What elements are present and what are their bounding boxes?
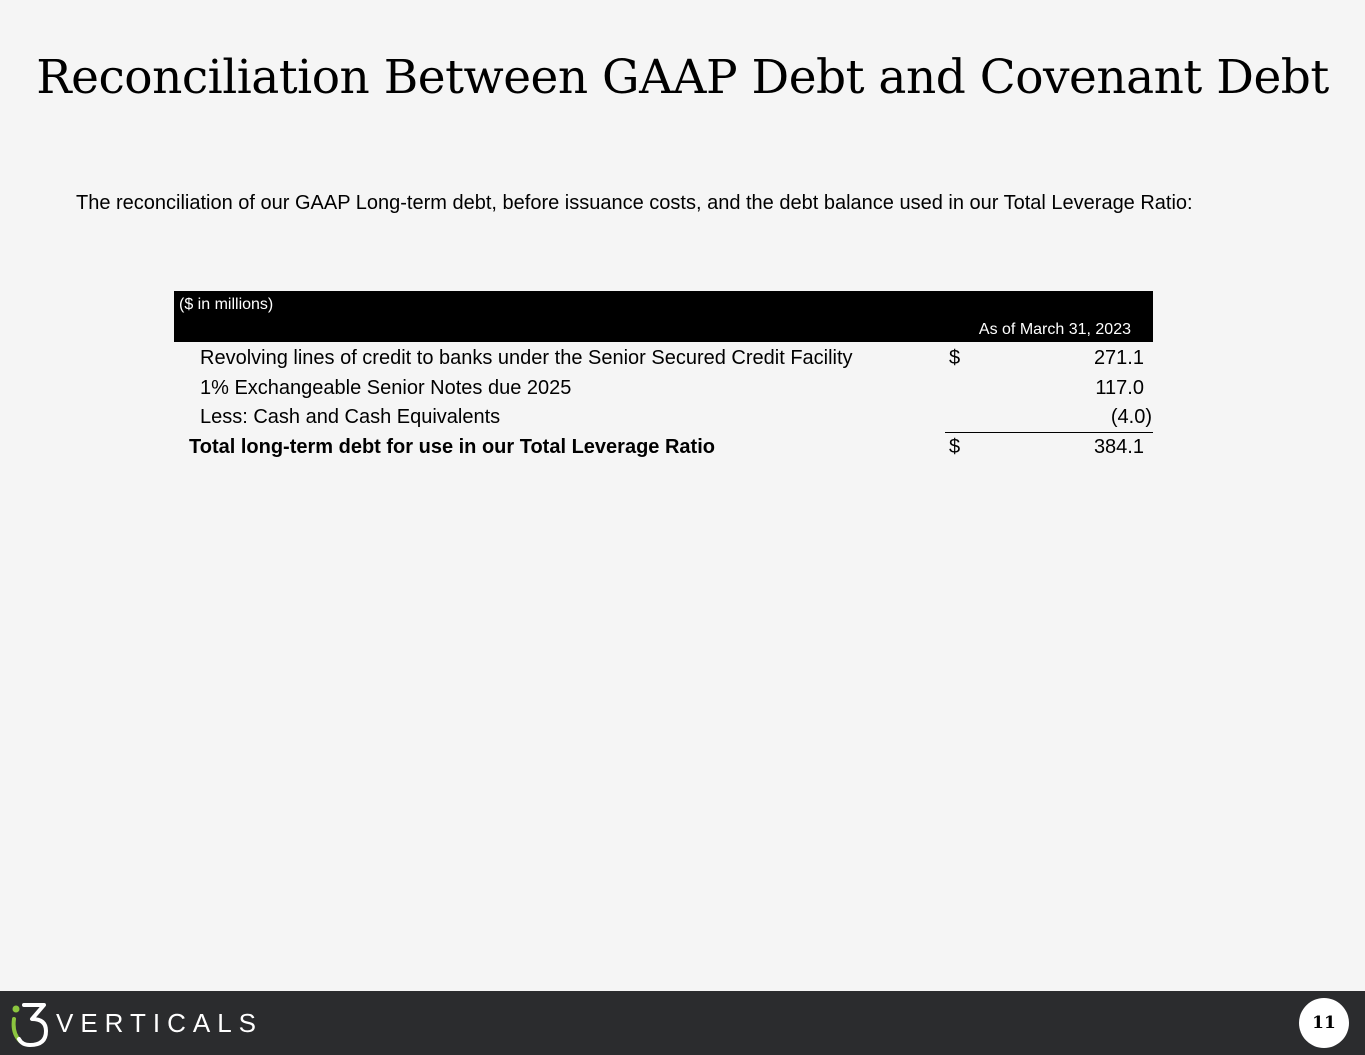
total-row (174, 431, 1153, 461)
row-currency: $ (949, 347, 961, 369)
column-header-date: As of March 31, 2023 (978, 321, 1131, 338)
row-amount: 117.0 (1095, 376, 1144, 399)
row-label: 1% Exchangeable Senior Notes due 2025 (200, 376, 572, 399)
i3-logo-icon (10, 999, 50, 1047)
page-number-badge: 11 (1299, 998, 1349, 1048)
row-label: Revolving lines of credit to banks under the Senior Secured Credit Facility (200, 347, 853, 369)
table-row (174, 401, 1153, 431)
total-label: Total long-term debt for use in our Total Leverage Ratio (189, 436, 715, 459)
table-header (174, 291, 1153, 342)
table-row (174, 372, 1153, 402)
company-logo (10, 999, 263, 1047)
footer-bar (0, 991, 1365, 1055)
debt-reconciliation-table (174, 291, 1153, 461)
page-title: Reconciliation Between GAAP Debt and Covenant Debt (36, 50, 1329, 105)
table-row (174, 342, 1153, 372)
row-label: Less: Cash and Cash Equivalents (200, 406, 501, 429)
row-amount: 271.1 (1093, 347, 1144, 369)
units-label: ($ in millions) (179, 296, 274, 313)
logo-wordmark: VERTICALS (56, 1007, 264, 1038)
row-amount: (4.0) (1110, 406, 1152, 429)
total-currency: $ (949, 436, 961, 459)
intro-text: The reconciliation of our GAAP Long-term debt, before issuance costs, and the debt balance used in our Total Leverage Ratio: (76, 192, 1193, 214)
total-amount: 384.1 (1093, 436, 1144, 459)
